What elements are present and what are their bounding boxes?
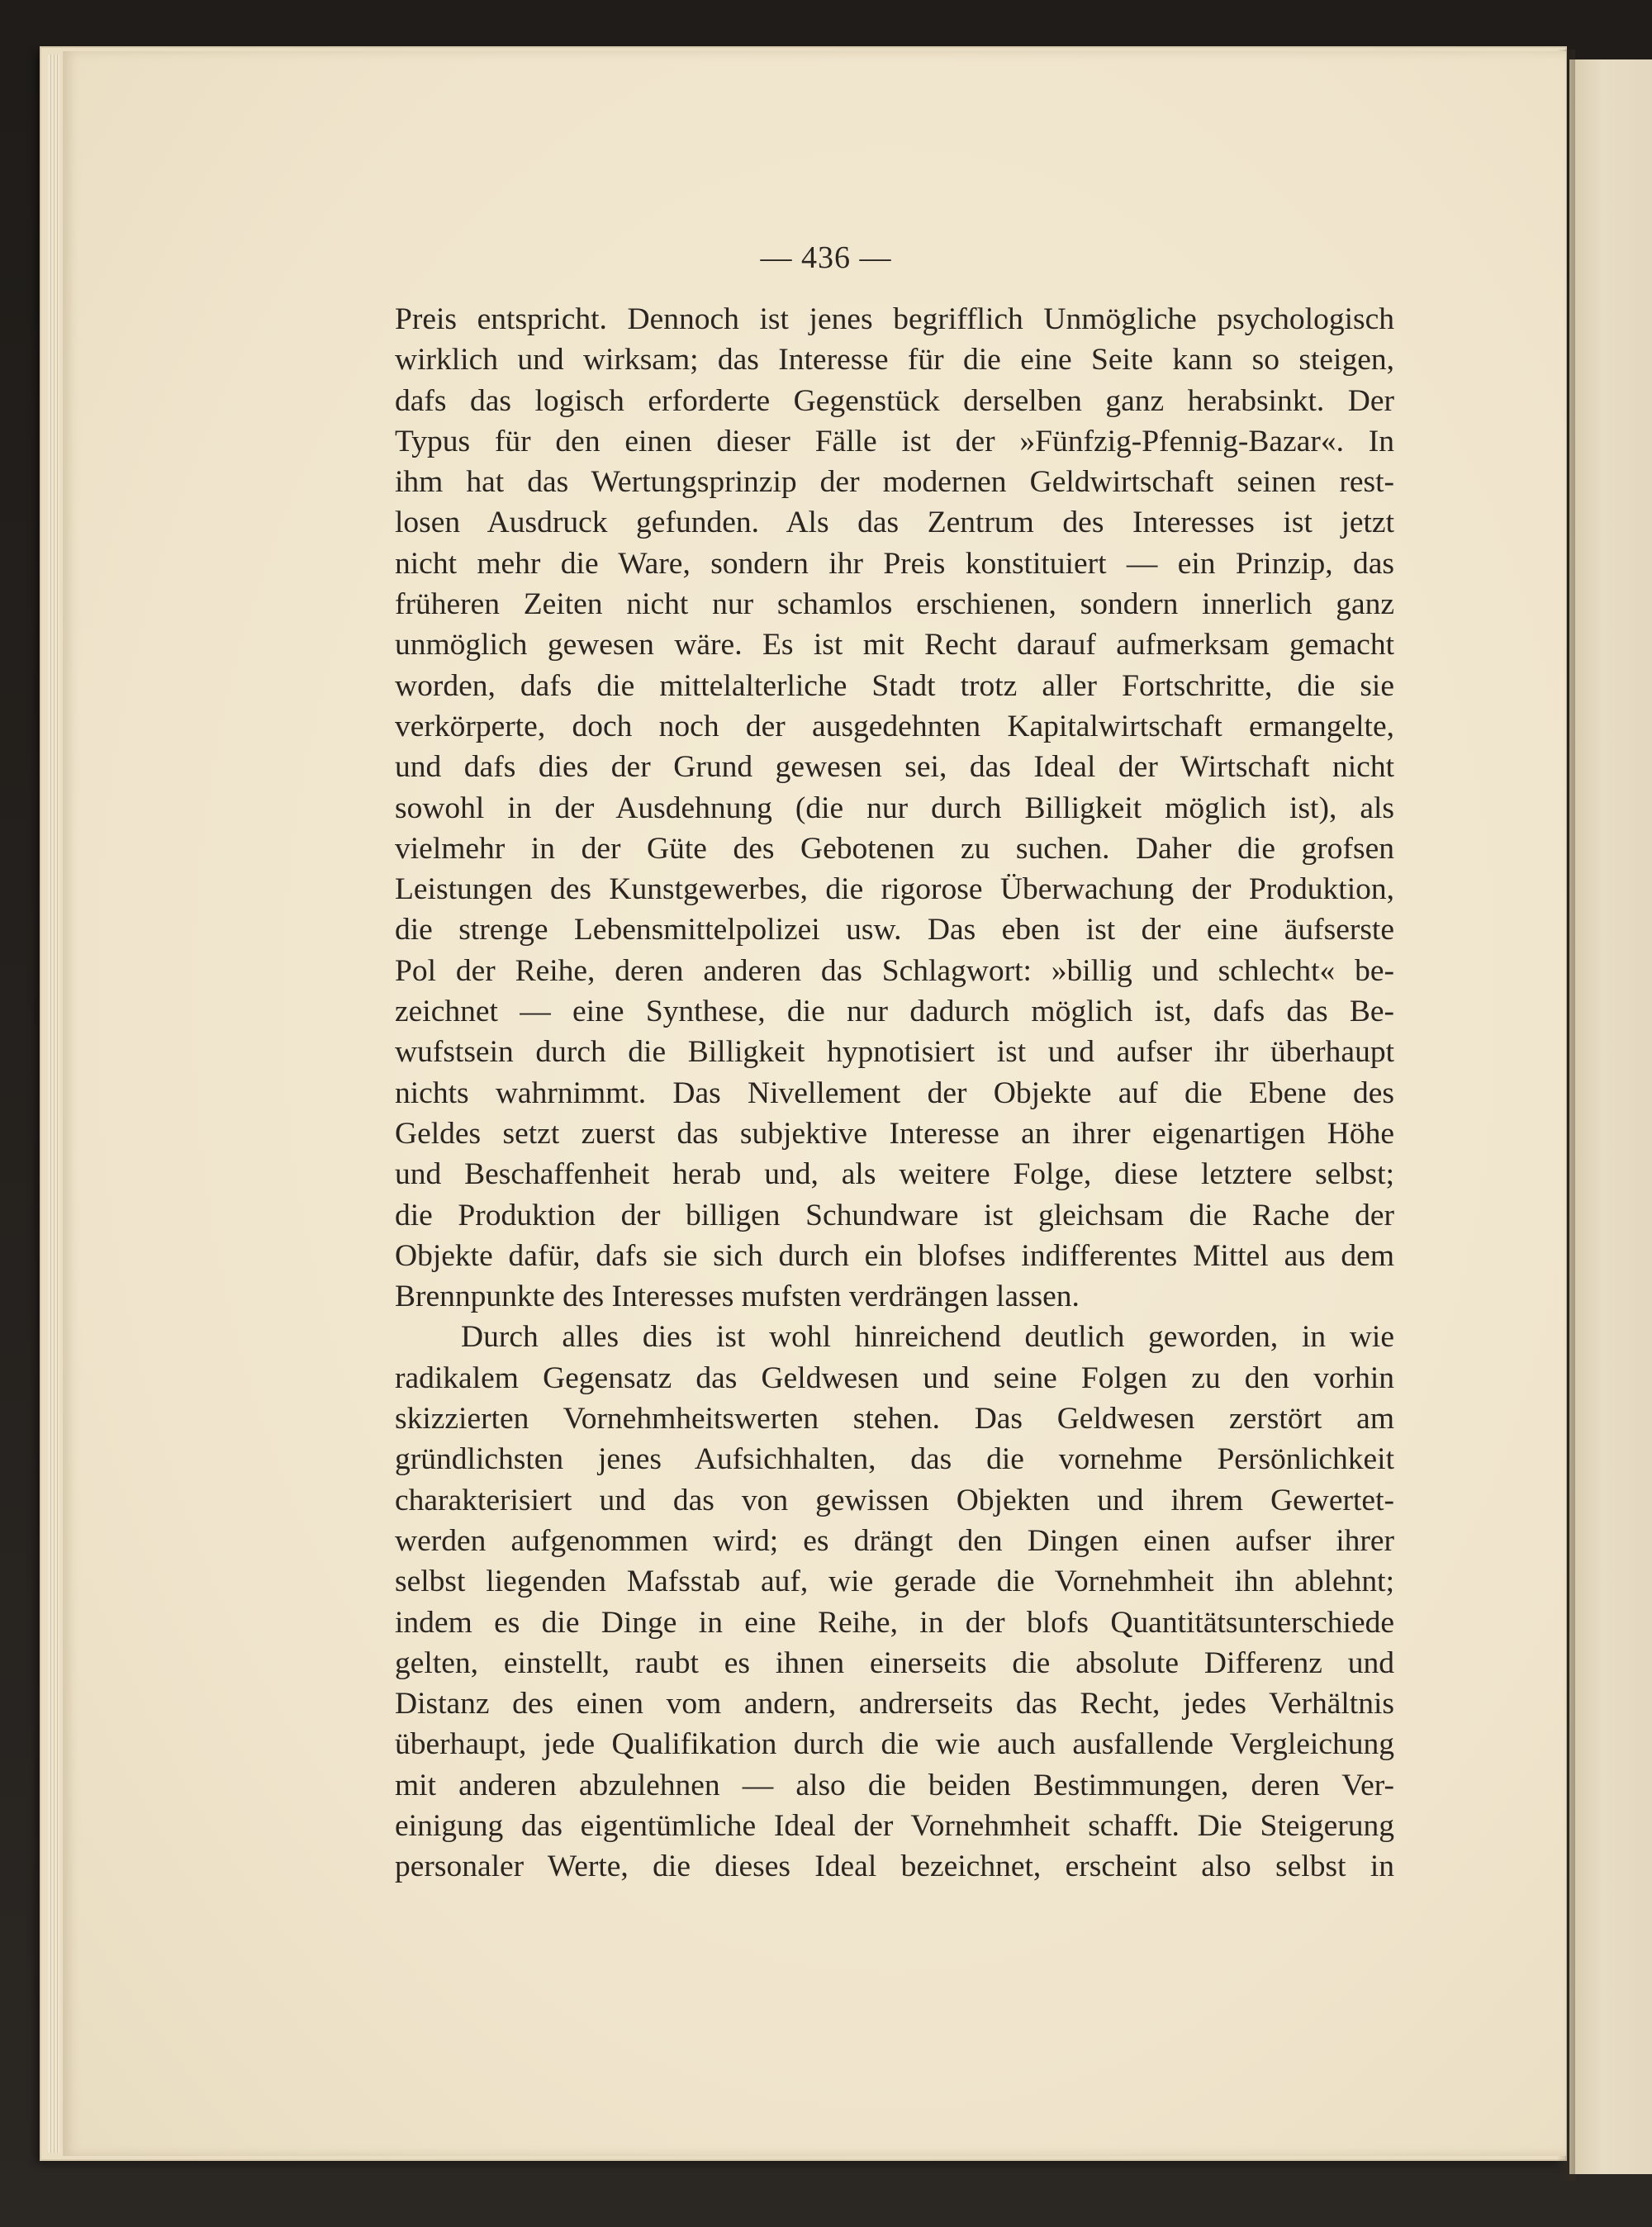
text-line: gelten, einstellt, raubt es ihnen einerseits die absolute Differenz und xyxy=(395,1645,1394,1680)
text-line: nicht mehr die Ware, sondern ihr Preis konstituiert — ein Prinzip, das xyxy=(395,546,1394,581)
text-line: und dafs dies der Grund gewesen sei, das Ideal der Wirtschaft nicht xyxy=(395,750,1394,785)
text-line: gründlichsten jenes Aufsichhalten, das die vornehme Persönlichkeit xyxy=(395,1442,1394,1477)
paragraph-start-line: Durch alles dies ist wohl hinreichend deutlich geworden, in wie xyxy=(461,1320,1394,1355)
text-line: worden, dafs die mittelalterliche Stadt trotz aller Fortschritte, die sie xyxy=(395,668,1394,703)
text-line: skizzierten Vornehmheitswerten stehen. Das Geldwesen zerstört am xyxy=(395,1402,1394,1436)
text-line: Preis entspricht. Dennoch ist jenes begrifflich Unmögliche psychologisch xyxy=(395,302,1394,336)
text-line: werden aufgenommen wird; es drängt den Dingen einen aufser ihrer xyxy=(395,1523,1394,1558)
text-line: selbst liegenden Mafsstab auf, wie gerade die Vornehmheit ihn ablehnt; xyxy=(395,1565,1394,1599)
text-line: Pol der Reihe, deren anderen das Schlagwort: »billig und schlecht« be- xyxy=(395,953,1394,988)
text-line: personaler Werte, die dieses Ideal bezeichnet, erscheint also selbst in xyxy=(395,1850,1394,1884)
text-line: verkörperte, doch noch der ausgedehnten Kapitalwirtschaft ermangelte, xyxy=(395,709,1394,743)
text-line: früheren Zeiten nicht nur schamlos erschienen, sondern innerlich ganz xyxy=(395,587,1394,622)
text-line: Geldes setzt zuerst das subjektive Interesse an ihrer eigenartigen Höhe xyxy=(395,1116,1394,1151)
text-line: mit anderen abzulehnen — also die beiden Bestimmungen, deren Ver- xyxy=(395,1768,1394,1802)
text-line: wirklich und wirksam; das Interesse für die eine Seite kann so steigen, xyxy=(395,343,1394,377)
text-line: nichts wahrnimmt. Das Nivellement der Objekte auf die Ebene des xyxy=(395,1076,1394,1110)
text-line: indem es die Dinge in eine Reihe, in der blofs Quantitätsunterschiede xyxy=(395,1605,1394,1640)
text-line: Distanz des einen vom andern, andrerseits das Recht, jedes Verhältnis xyxy=(395,1687,1394,1721)
text-line: dafs das logisch erforderte Gegenstück derselben ganz herabsinkt. Der xyxy=(395,383,1394,418)
page-number: — 436 — xyxy=(760,240,892,275)
text-line: vielmehr in der Güte des Gebotenen zu suchen. Daher die grofsen xyxy=(395,831,1394,866)
text-line: charakterisiert und das von gewissen Objekten und ihrem Gewertet- xyxy=(395,1483,1394,1517)
text-line: sowohl in der Ausdehnung (die nur durch Billigkeit möglich ist), als xyxy=(395,791,1394,825)
text-line: Objekte dafür, dafs sie sich durch ein blofses indifferentes Mittel aus dem xyxy=(395,1238,1394,1273)
text-line: radikalem Gegensatz das Geldwesen und seine Folgen zu den vorhin xyxy=(395,1360,1394,1395)
text-line: überhaupt, jede Qualifikation durch die wie auch ausfallende Vergleichung xyxy=(395,1727,1394,1762)
text-line: die Produktion der billigen Schundware ist gleichsam die Rache der xyxy=(395,1198,1394,1232)
text-line: die strenge Lebensmittelpolizei usw. Das eben ist der eine äufserste xyxy=(395,913,1394,947)
text-line: wufstsein durch die Billigkeit hypnotisiert ist und aufser ihr überhaupt xyxy=(395,1035,1394,1070)
body-text xyxy=(395,299,1394,1887)
page-stack-edge xyxy=(48,55,59,2153)
text-line: ihm hat das Wertungsprinzip der modernen Geldwirtschaft seinen rest- xyxy=(395,465,1394,500)
text-line: unmöglich gewesen wäre. Es ist mit Recht darauf aufmerksam gemacht xyxy=(395,628,1394,662)
facing-page-edge xyxy=(1569,59,1652,2174)
text-line: Leistungen des Kunstgewerbes, die rigorose Überwachung der Produktion, xyxy=(395,872,1394,907)
paragraph-end-line: Brennpunkte des Interesses mufsten verdrängen lassen. xyxy=(395,1280,1080,1314)
text-line: losen Ausdruck gefunden. Als das Zentrum des Interesses ist jetzt xyxy=(395,506,1394,540)
text-line: einigung das eigentümliche Ideal der Vornehmheit schafft. Die Steigerung xyxy=(395,1808,1394,1843)
text-line: und Beschaffenheit herab und, als weitere Folge, diese letztere selbst; xyxy=(395,1157,1394,1192)
text-line: Typus für den einen dieser Fälle ist der »Fünfzig-Pfennig-Bazar«. In xyxy=(395,424,1394,458)
text-line: zeichnet — eine Synthese, die nur dadurch möglich ist, dafs das Be- xyxy=(395,995,1394,1029)
